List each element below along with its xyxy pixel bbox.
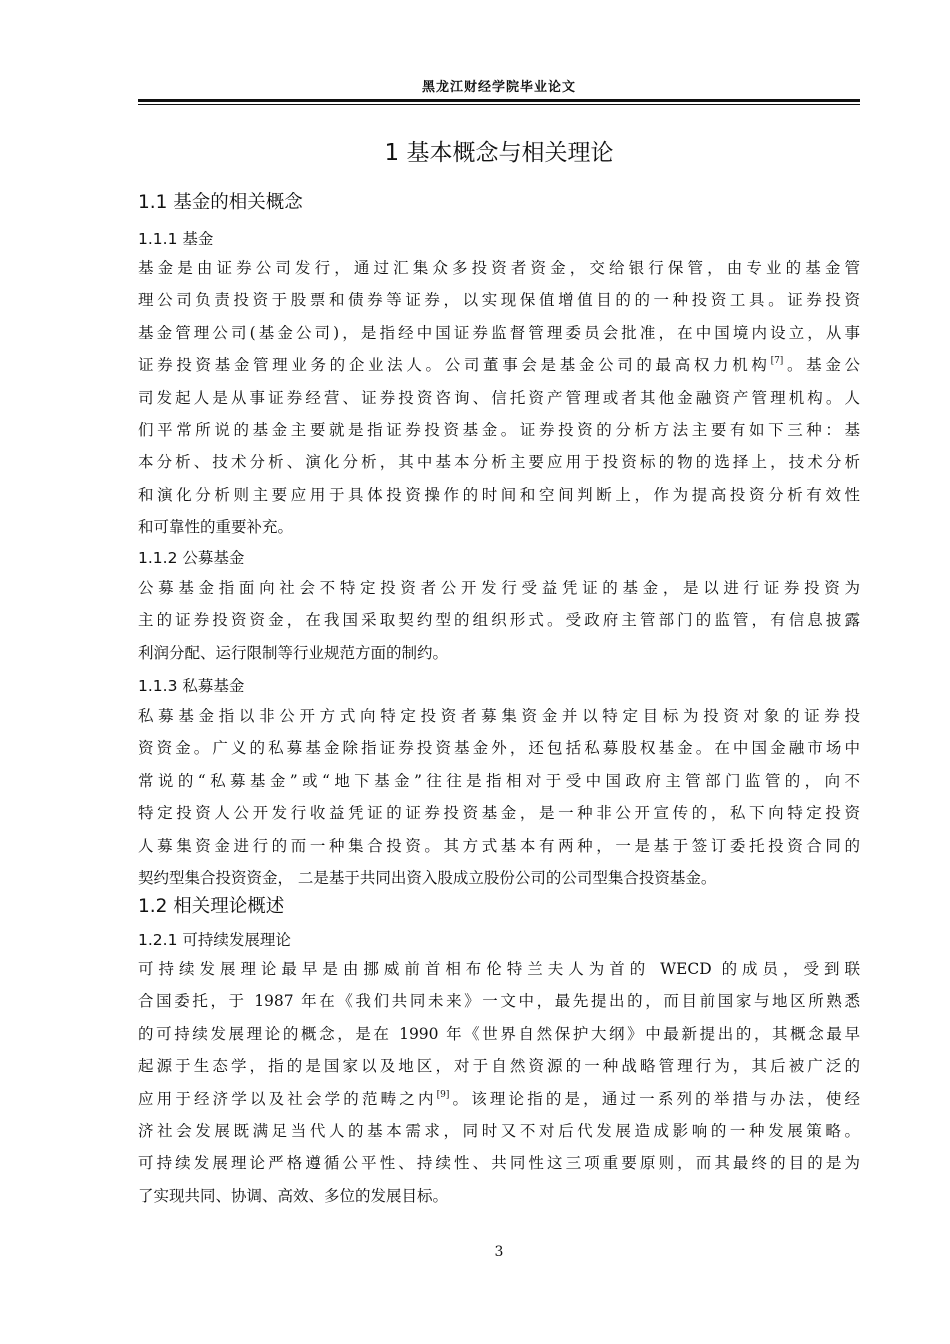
paragraph-line-text: 。该理论指的是，通过一系列的举措与办法，使经 — [449, 1089, 860, 1108]
paragraph-line: 特定投资人公开发行收益凭证的证券投资基金，是一种非公开宣传的，私下向特定投资 — [138, 804, 860, 823]
paragraph-line: 合国委托，于 1987 年在《我们共同未来》一文中，最先提出的，而目前国家与地区所熟悉 — [138, 992, 860, 1011]
paragraph-line: 和可靠性的重要补充。 — [138, 518, 294, 537]
paragraph-line: 司发起人是从事证券经营、证券投资咨询、信托资产管理或者其他金融资产管理机构。人 — [138, 388, 860, 407]
paragraph-fund — [138, 252, 860, 544]
paragraph-line: 常说的“私募基金”或“地下基金”往往是指相对于受中国政府主管部门监管的，向不 — [138, 771, 860, 790]
paragraph-line: 济社会发展既满足当代人的基本需求，同时又不对后代发展造成影响的一种发展策略。 — [138, 1122, 860, 1141]
paragraph-line: 的可持续发展理论的概念，是在 1990 年《世界自然保护大纲》中最新提出的，其概念最早 — [138, 1024, 860, 1043]
paragraph-line — [138, 1083, 860, 1115]
paragraph-line: 了实现共同、协调、高效、多位的发展目标。 — [138, 1186, 449, 1205]
paragraph-line: 资资金。广义的私募基金除指证券投资基金外，还包括私募股权基金。在中国金融市场中 — [138, 739, 860, 758]
paragraph-public-fund — [138, 572, 860, 669]
citation-ref: [9] — [436, 1089, 450, 1100]
header-rule-thin — [138, 104, 860, 105]
paragraph-line-text: 应用于经济学以及社会学的范畴之内 — [138, 1089, 437, 1108]
paragraph-line: 利润分配、运行限制等行业规范方面的制约。 — [138, 643, 449, 662]
subsection-heading-1-1-3: 1.1.3 私募基金 — [138, 677, 245, 695]
paragraph-sustainability — [138, 953, 860, 1212]
paragraph-line: 基金是由证券公司发行，通过汇集众多投资者资金，交给银行保管，由专业的基金管 — [138, 259, 860, 277]
paragraph-line: 们平常所说的基金主要就是指证券投资基金。证券投资的分析方法主要有如下三种：基 — [138, 421, 860, 440]
paragraph-line: 契约型集合投资资金， 二是基于共同出资入股成立股份公司的公司型集合投资基金。 — [138, 869, 717, 888]
citation-ref: [7] — [770, 356, 784, 367]
paragraph-line: 理公司负责投资于股票和债券等证券，以实现保值增值目的的一种投资工具。证券投资 — [138, 291, 860, 310]
paragraph-line-text: 证券投资基金管理业务的企业法人。公司董事会是基金公司的最高权力机构 — [138, 356, 771, 375]
header-rule-thick — [138, 99, 860, 102]
paragraph-line: 可持续发展理论最早是由挪威前首相布伦特兰夫人为首的 WECD 的成员，受到联 — [138, 960, 860, 978]
paragraph-line: 私募基金指以非公开方式向特定投资者募集资金并以特定目标为投资对象的证券投 — [138, 707, 860, 725]
paragraph-line — [138, 349, 860, 381]
paragraph-line: 本分析、技术分析、演化分析，其中基本分析主要应用于投资标的物的选择上，技术分析 — [138, 453, 860, 472]
paragraph-line-text: 。基金公 — [783, 356, 860, 375]
paragraph-line: 可持续发展理论严格遵循公平性、持续性、共同性这三项重要原则，而其最终的目的是为 — [138, 1154, 860, 1173]
paragraph-line: 起源于生态学，指的是国家以及地区，对于自然资源的一种战略管理行为，其后被广泛的 — [138, 1057, 860, 1076]
subsection-heading-1-1-2: 1.1.2 公募基金 — [138, 549, 245, 567]
running-header: 黑龙江财经学院毕业论文 — [421, 80, 576, 95]
page-number: 3 — [494, 1244, 504, 1260]
section-heading-1-2: 1.2 相关理论概述 — [138, 896, 285, 917]
chapter-title: 1 基本概念与相关理论 — [384, 140, 614, 166]
paragraph-line: 基金管理公司(基金公司)，是指经中国证券监督管理委员会批准，在中国境内设立，从事 — [138, 323, 860, 342]
paragraph-line: 主的证券投资资金，在我国采取契约型的组织形式。受政府主管部门的监管，有信息披露 — [138, 611, 860, 630]
subsection-heading-1-1-1: 1.1.1 基金 — [138, 230, 214, 248]
paragraph-private-fund — [138, 700, 860, 894]
paragraph-line: 公募基金指面向社会不特定投资者公开发行受益凭证的基金，是以进行证券投资为 — [138, 579, 860, 597]
subsection-heading-1-2-1: 1.2.1 可持续发展理论 — [138, 931, 291, 949]
section-heading-1-1: 1.1 基金的相关概念 — [138, 192, 303, 213]
paragraph-line: 人募集资金进行的而一种集合投资。其方式基本有两种，一是基于签订委托投资合同的 — [138, 836, 860, 855]
paragraph-line: 和演化分析则主要应用于具体投资操作的时间和空间判断上，作为提高投资分析有效性 — [138, 485, 860, 504]
